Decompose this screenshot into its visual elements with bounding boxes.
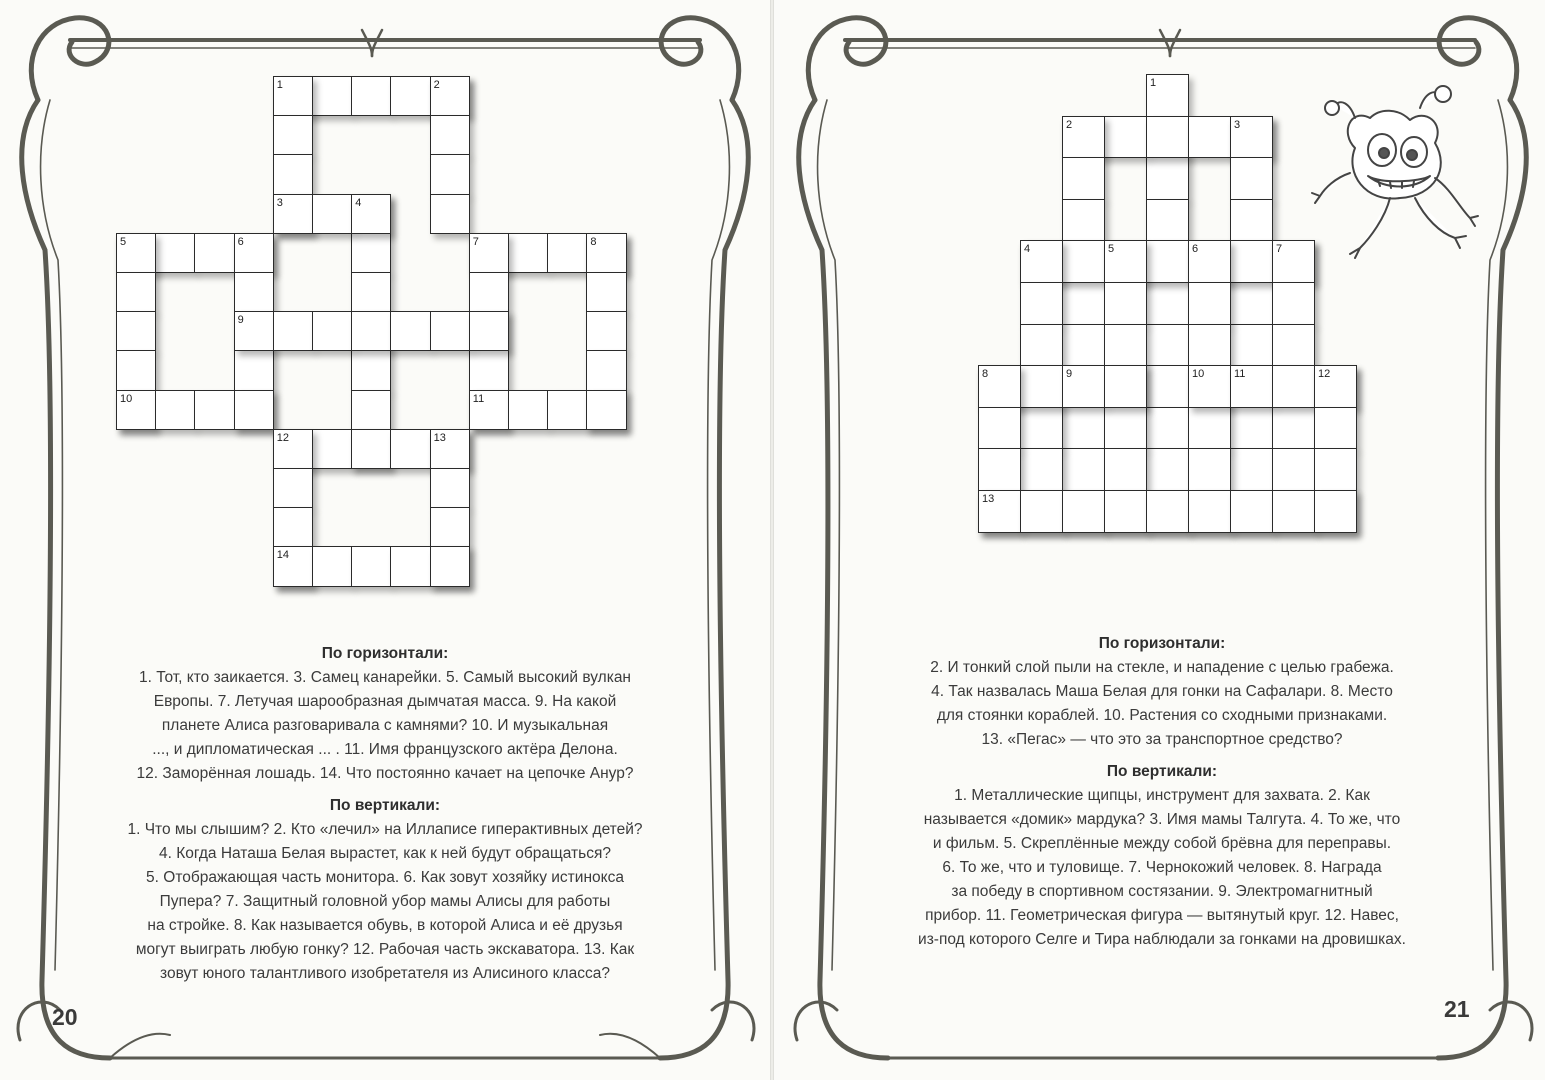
right-crossword-cell[interactable] [1104,282,1147,325]
right-across-heading: По горизонтали: [1098,635,1226,652]
left-crossword-cell[interactable] [273,311,313,351]
right-crossword-cell[interactable] [1062,157,1105,200]
left-crossword-cell[interactable] [430,311,470,351]
left-crossword-clue-number: 2 [433,79,440,91]
right-across-line: 2. И тонкий слой пыли на стекле, и нападение с целью грабежа. [930,659,1394,676]
left-crossword-cell[interactable] [351,311,391,351]
right-crossword-cell[interactable] [978,407,1021,450]
left-crossword-clue-number: 7 [472,235,479,248]
right-crossword-cell[interactable] [1062,199,1105,242]
left-crossword-cell[interactable] [116,350,156,390]
right-crossword-cell[interactable] [1020,365,1063,408]
left-crossword-cell[interactable] [586,272,626,312]
right-crossword-cell[interactable] [1146,448,1189,491]
book-spine [770,0,774,1080]
left-down-line: Пупера? 7. Защитный головной убор мамы Алисы для работы [159,893,611,910]
right-down-heading: По вертикали: [1106,763,1218,780]
left-crossword-cell[interactable] [234,272,274,312]
left-down-line: 4. Когда Наташа Белая вырастет, как к ней будут обращаться? [159,845,611,862]
left-crossword-cell[interactable] [155,390,195,430]
left-crossword-cell[interactable] [586,390,626,430]
left-crossword-cell[interactable] [116,272,156,312]
right-crossword-clue-number: 5 [1108,243,1115,256]
left-crossword-clue-number: 3 [276,196,283,209]
left-crossword-clue-number: 10 [120,392,133,405]
left-crossword-cell[interactable] [430,194,470,234]
left-crossword-cell[interactable] [194,390,234,430]
left-crossword-cell[interactable] [430,154,470,194]
right-crossword-clue-number: 7 [1276,243,1283,256]
left-crossword-cell[interactable] [430,546,470,586]
right-crossword-clue-number: 1 [1150,77,1157,89]
left-crossword-cell[interactable] [547,233,587,273]
right-crossword-clue-number: 9 [1066,368,1073,381]
right-crossword-cell[interactable] [1146,407,1189,450]
right-crossword-cell[interactable] [1146,199,1189,242]
right-crossword-cell[interactable] [1146,157,1189,200]
left-across-line: планете Алиса разговаривала с камнями? 10. И музыкальная [161,717,609,734]
right-crossword-cell[interactable] [1020,490,1063,533]
left-crossword-cell[interactable] [312,194,352,234]
right-crossword-clue-number: 6 [1192,243,1199,256]
left-crossword-clue-number: 13 [433,431,446,444]
right-clues [842,632,1482,952]
left-crossword-cell[interactable] [390,546,430,586]
right-crossword-cell[interactable] [1188,116,1231,159]
left-crossword-cell[interactable] [116,311,156,351]
right-crossword-clue-number: 11 [1234,368,1246,381]
right-crossword-cell[interactable] [1314,407,1357,450]
left-down-line: 1. Что мы слышим? 2. Кто «лечил» на Иллаписе гиперактивных детей? [127,821,643,838]
right-crossword-cell[interactable] [1230,407,1273,450]
right-down-line: из-под которого Селге и Тира наблюдали за гонками на дровишках. [918,931,1406,948]
right-down-line: за победу в спортивном состязании. 9. Электромагнитный [951,883,1373,900]
right-crossword-cell[interactable] [1230,448,1273,491]
left-crossword-cell[interactable] [273,154,313,194]
right-crossword-cell[interactable] [1188,448,1231,491]
page-number-left: 20 [52,1004,78,1030]
right-crossword-cell[interactable] [1188,282,1231,325]
right-crossword-clue-number: 4 [1024,243,1031,256]
right-crossword-clue-number: 13 [982,493,995,505]
right-crossword-cell[interactable] [1230,157,1273,200]
left-crossword-cell[interactable] [586,350,626,390]
right-crossword-cell[interactable] [1020,407,1063,450]
left-down-line: зовут юного талантливого изобретателя из Алисиного класса? [160,965,610,982]
left-crossword-clue-number: 14 [276,549,290,562]
left-crossword-clue-number: 12 [276,431,290,444]
right-crossword-cell[interactable] [1104,448,1147,491]
left-crossword-cell[interactable] [508,233,548,273]
right-crossword-cell[interactable] [1272,407,1315,450]
right-down-line: называется «домик» мардука? 3. Имя мамы Талгута. 4. То же, что [923,811,1401,828]
right-crossword-cell[interactable] [1188,407,1231,450]
left-crossword-clue-number: 11 [472,392,485,405]
left-crossword-cell[interactable] [194,233,234,273]
left-crossword-cell[interactable] [234,350,274,390]
left-crossword-cell[interactable] [351,546,391,586]
left-crossword-cell[interactable] [430,468,470,508]
right-crossword-cell[interactable] [1272,365,1315,408]
right-crossword-clue-number: 8 [982,368,989,381]
right-crossword-cell[interactable] [1314,448,1357,491]
right-crossword-cell[interactable] [1020,324,1063,367]
left-crossword-cell[interactable] [351,429,391,469]
left-crossword-cell[interactable] [351,350,391,390]
right-across-line: 13. «Пегас» — что это за транспортное средство? [981,731,1343,748]
right-down-line: прибор. 11. Геометрическая фигура — вытянутый круг. 12. Навес, [925,907,1399,924]
left-crossword-cell[interactable] [469,350,509,390]
left-across-line: 12. Заморённая лошадь. 14. Что постоянно качает на цепочке Анур? [136,765,634,782]
left-crossword-cell[interactable] [430,115,470,155]
left-crossword-cell[interactable] [508,390,548,430]
left-crossword-clue-number: 8 [590,235,597,248]
left-down-line: на стройке. 8. Как называется обувь, в которой Алиса и её друзья [147,917,623,934]
right-crossword-cell[interactable] [1062,490,1105,533]
right-crossword-cell[interactable] [1230,490,1273,533]
left-crossword-cell[interactable] [351,76,391,116]
right-crossword-cell[interactable] [1146,116,1189,159]
right-crossword-cell[interactable] [1104,490,1147,533]
right-crossword-cell[interactable] [1146,282,1189,325]
left-crossword-cell[interactable] [430,507,470,547]
right-crossword-clue-number: 12 [1318,368,1331,381]
left-crossword-clue-number: 4 [355,196,362,209]
left-crossword-cell[interactable] [390,311,430,351]
right-crossword-cell[interactable] [1146,324,1189,367]
left-crossword-cell[interactable] [273,468,313,508]
right-crossword-cell[interactable] [1062,240,1105,283]
right-crossword-cell[interactable] [1230,324,1273,367]
left-crossword-cell[interactable] [390,76,430,116]
right-crossword-cell[interactable] [1146,365,1189,408]
right-crossword-cell[interactable] [1188,324,1231,367]
left-crossword-cell[interactable] [351,272,391,312]
right-crossword-cell[interactable] [1146,240,1189,283]
left-crossword-cell[interactable] [351,390,391,430]
left-crossword-clue-number: 1 [276,79,283,91]
left-crossword-cell[interactable] [390,429,430,469]
right-crossword-cell[interactable] [1062,407,1105,450]
right-crossword-cell[interactable] [1272,448,1315,491]
right-crossword-cell[interactable] [1188,490,1231,533]
left-crossword-cell[interactable] [155,233,195,273]
left-clues [60,642,710,986]
left-crossword-clue-number: 5 [120,235,127,248]
right-crossword-cell[interactable] [1020,448,1063,491]
right-crossword-cell[interactable] [1020,282,1063,325]
right-across-line: 4. Так назвалась Маша Белая для гонки на Сафалари. 8. Место [931,683,1393,700]
right-crossword-clue-number: 10 [1192,368,1205,381]
left-down-line: 5. Отображающая часть монитора. 6. Как зовут хозяйку истинокса [146,869,624,886]
page-number-right: 21 [1444,996,1470,1022]
right-down-line: 1. Металлические щипцы, инструмент для захвата. 2. Как [954,787,1370,804]
left-crossword-cell[interactable] [469,311,509,351]
left-crossword-cell[interactable] [469,272,509,312]
left-crossword-cell[interactable] [547,390,587,430]
left-crossword-cell[interactable] [351,233,391,273]
right-crossword-cell[interactable] [1104,365,1147,408]
left-crossword-cell[interactable] [312,429,352,469]
right-across-line: для стоянки кораблей. 10. Растения со сходными признаками. [936,707,1388,724]
cartoon-creature-illustration [1310,78,1480,268]
left-crossword-cell[interactable] [312,546,352,586]
left-across-heading: По горизонтали: [321,645,449,662]
left-crossword-cell[interactable] [273,115,313,155]
right-crossword-cell[interactable] [1062,282,1105,325]
right-crossword-cell[interactable] [1272,282,1315,325]
left-across-line: 1. Тот, кто заикается. 3. Самец канарейки. 5. Самый высокий вулкан [139,669,631,686]
left-across-line: Европы. 7. Летучая шарообразная дымчатая масса. 9. На какой [153,693,617,710]
right-crossword-cell[interactable] [1272,324,1315,367]
right-crossword-cell[interactable] [1104,116,1147,159]
right-crossword-cell[interactable] [1062,448,1105,491]
right-crossword-cell[interactable] [1104,324,1147,367]
left-down-line: могут выиграть любую гонку? 12. Рабочая часть экскаватора. 13. Как [135,941,635,958]
right-crossword-cell[interactable] [1314,490,1357,533]
right-crossword-cell[interactable] [1146,490,1189,533]
right-crossword-clue-number: 2 [1066,118,1073,131]
right-crossword-cell[interactable] [978,448,1021,491]
right-crossword-cell[interactable] [1062,324,1105,367]
left-crossword-cell[interactable] [312,311,352,351]
left-crossword-cell[interactable] [312,76,352,116]
left-crossword-cell[interactable] [273,507,313,547]
left-crossword-cell[interactable] [234,390,274,430]
left-across-line: ..., и дипломатическая ... . 11. Имя французского актёра Делона. [152,741,618,758]
right-crossword-cell[interactable] [1230,199,1273,242]
right-crossword-cell[interactable] [1272,490,1315,533]
right-crossword-cell[interactable] [1230,282,1273,325]
right-crossword-clue-number: 3 [1234,118,1241,131]
left-crossword-clue-number: 6 [237,235,244,248]
right-down-line: 6. То же, что и туловище. 7. Чернокожий человек. 8. Награда [942,859,1382,876]
left-down-heading: По вертикали: [329,797,441,814]
right-down-line: и фильм. 5. Скреплённые между собой брёвна для переправы. [932,835,1392,852]
right-crossword-cell[interactable] [1230,240,1273,283]
left-crossword-cell[interactable] [586,311,626,351]
right-crossword-cell[interactable] [1104,407,1147,450]
left-crossword-clue-number: 9 [237,314,244,327]
